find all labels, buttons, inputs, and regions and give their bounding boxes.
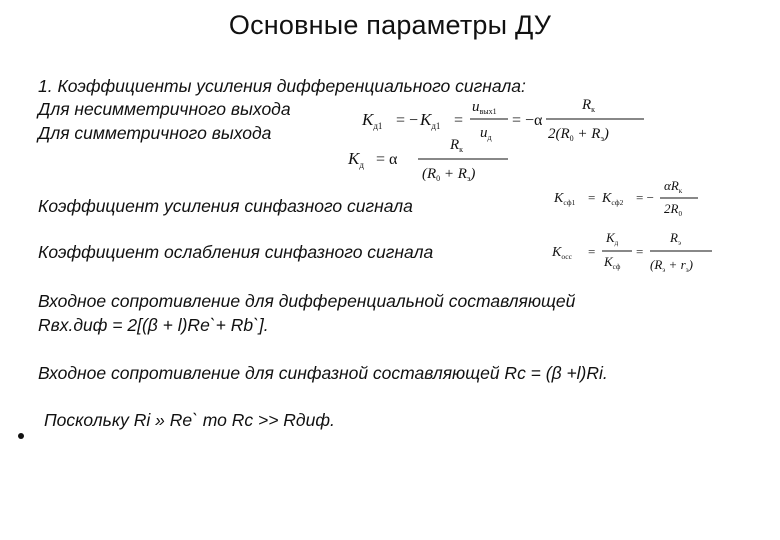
svg-text:Rэ: $R_э$ [670, 230, 681, 247]
f1-k1: K [362, 110, 374, 129]
svg-text:Rк: $R_к$ [582, 97, 596, 114]
formula-common-mode-gain [552, 178, 732, 224]
svg-text:Kд1: $K_{д1}$ [420, 110, 441, 131]
svg-text:(Rэ + rэ): $(R_э + r_э)$ [650, 257, 693, 274]
svg-text:2R0: $2R_0$ [664, 201, 682, 218]
cmrr-label: Коэффициент ослабления синфазного сигнала [38, 242, 434, 262]
svg-text:=: = [588, 190, 596, 205]
svg-text:=: = [636, 244, 644, 259]
svg-text:Kсф2: $K_{сф2}$ [602, 191, 624, 207]
svg-text:Kд: $K_д$ [348, 149, 364, 170]
symmetric-output-label: Для симметричного выхода [38, 123, 272, 143]
svg-text:uд: $u_д$ [480, 125, 492, 142]
cm-input-resistance-label: Входное сопротивление для синфазной составляющей Rc = (β +l)Ri. [38, 363, 608, 383]
f1-eq1: = − [396, 112, 419, 129]
diff-input-resistance-formula: Rвх.диф = 2[(β + l)Re`+ Rb`]. [38, 315, 269, 335]
common-mode-gain-label: Коэффициент усиления синфазного сигнала [38, 196, 413, 216]
page-title: Основные параметры ДУ [228, 10, 552, 40]
svg-text:=: = [588, 244, 596, 259]
asymmetric-output-label: Для несимметричного выхода [38, 99, 291, 119]
svg-text:Kсф1: $K_{сф1}$ [554, 191, 576, 207]
svg-text:Kосс: $K_{осс}$ [552, 245, 572, 261]
bullet-icon [18, 433, 24, 439]
f1-eq3: = −α [512, 112, 543, 129]
formula-cmrr [550, 228, 730, 278]
svg-text:= α: = α [376, 151, 398, 168]
svg-text:αRк: $\alpha R_к$ [664, 178, 683, 195]
svg-text:Rк: $R_к$ [450, 137, 464, 154]
diff-input-resistance-label: Входное сопротивление для дифференциальной составляющей [38, 291, 576, 311]
svg-text:2(R0 + Rэ): $2(R_0 + R_э)$ [548, 126, 609, 143]
formula-symmetric-gain [346, 134, 526, 190]
section-1-heading: 1. Коэффициенты усиления дифференциального сигнала: [38, 76, 526, 96]
svg-text:(R0 + Rэ): $(R_0 + R_э)$ [422, 166, 476, 183]
svg-text:= −: = − [636, 190, 654, 205]
svg-text:uвых1: $u_{вых1}$ [472, 99, 497, 116]
conclusion-text: Поскольку Ri » Re` то Rc >> Rдиф. [44, 410, 335, 430]
svg-text:Kд: $K_д$ [606, 230, 619, 247]
f1-eq2: = [454, 112, 464, 129]
svg-text:Kсф: $K_{сф}$ [604, 254, 621, 271]
svg-text:Kд1: $K_{д1}$ [362, 110, 383, 131]
